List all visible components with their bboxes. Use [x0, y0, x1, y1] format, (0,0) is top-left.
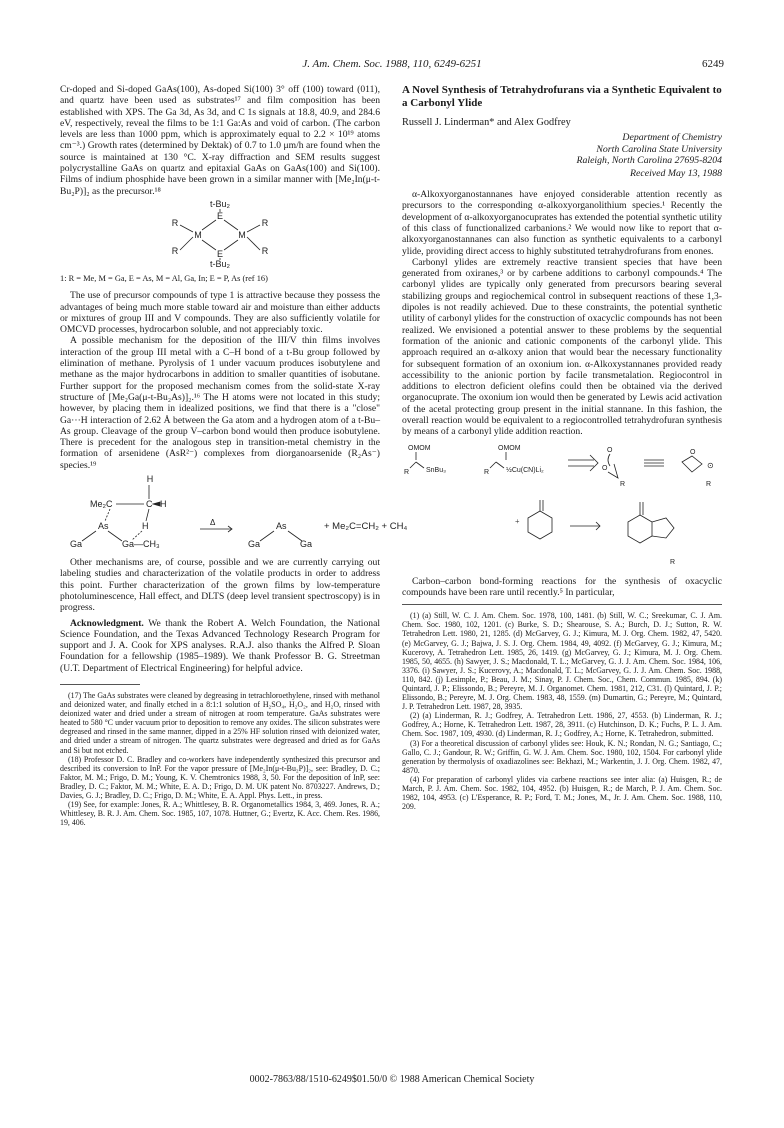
svg-text:Ga—CH₃: Ga—CH₃ — [122, 539, 160, 550]
structure-1-caption: 1: R = Me, M = Ga, E = As, M = Al, Ga, In; E = P, As (ref 16) — [60, 273, 268, 283]
affiliation-city: Raleigh, North Carolina 27695-8204 — [576, 155, 722, 167]
svg-text:Ga: Ga — [300, 539, 313, 550]
footnote-17: (17) The GaAs substrates were cleaned by degreasing in tetrachloroethylene, rinsed with methanol and deionized water, and finally etched in a 8:1:1 solution of H₂SO₄, H₂O₂, and H₂O, rinsed with deionized water and dried under a stream of nitrogen at room temperature. GaAs substrates were heated to 580 °C under vacuum prior to deposition to remove any oxides. The silicon substrates were degreased and rinsed in the same manner, dipped in a 25% HF solution rinsed with deionized water, and dried under a stream of nitrogen. The quartz substrates were degreased and dried as for GaAs and Si but not etched. — [60, 690, 380, 755]
r-label: R — [620, 480, 626, 488]
ack-label: Acknowledgment. — [70, 617, 144, 629]
tbu-top-label: t-Bu₂ — [210, 198, 230, 209]
svg-text:R: R — [670, 558, 676, 566]
received-date: Received May 13, 1988 — [630, 167, 722, 179]
references-divider — [402, 604, 722, 605]
svg-text:As: As — [276, 521, 287, 532]
mechanism-scheme — [60, 473, 408, 553]
svg-text:H: H — [160, 499, 167, 510]
structure-1-diagram — [60, 199, 380, 269]
svg-text:E: E — [216, 210, 224, 221]
svg-text:H: H — [142, 521, 149, 532]
omom-label-2: OMOM — [498, 444, 521, 452]
svg-text:O: O — [602, 464, 608, 472]
footnote-divider — [60, 684, 140, 685]
synthon-scheme — [402, 440, 722, 572]
reference-2: (2) (a) Linderman, R. J.; Godfrey, A. Tetrahedron Lett. 1986, 27, 4553. (b) Linderman, R. J.; Godfrey, A.; Horne, K. Tetrahedron Lett. 1987, 28, 3911. (c) Hutchinson, D. K.; Fuchs, P. L. J. Am. Chem. Soc. 1987, 109, 4930. (d) Linderman, R. J.; Godfrey, A.; Horne, K. Tetrahedron, submitted. — [402, 711, 722, 739]
cuprate-label: ½Cu(CN)Li₂ — [506, 466, 544, 474]
svg-text:R: R — [171, 217, 179, 228]
affiliation-university: North Carolina State University — [596, 143, 722, 155]
svg-text:Δ: Δ — [210, 518, 216, 528]
svg-text:R: R — [261, 217, 269, 228]
affiliation — [402, 132, 722, 167]
page-footer: 0002-7863/88/1510-6249$01.50/0 © 1988 American Chemical Society — [249, 1074, 535, 1085]
svg-text:Ga: Ga — [70, 539, 83, 550]
svg-text:R: R — [261, 245, 269, 256]
article-authors: Russell J. Linderman* and Alex Godfrey — [402, 117, 571, 128]
svg-text:Ga: Ga — [248, 539, 261, 550]
mechanism-diagram — [60, 473, 408, 553]
snbu3-label: SnBu₃ — [426, 466, 446, 474]
running-header — [60, 58, 724, 72]
footnote-18: (18) Professor D. C. Bradley and co-workers have independently synthesized this precursor and described its conversion to InP. For the vapor pressure of [Me₂In(μ-t-Bu₂P)]₂, see: Bradley, D. C.; Faktor, M. M.; Frigo, D. M.; Young, K. V. Chemtronics 1988, 3, 50. For the deposition of InP, see: Bradley, D. C.; Faktor, M. M.; White, E. A. D.; Frigo, D. M. UK patent No. 8703227. Andrews, D.; Davies, G. J.; Bradley, D. C.; Frigo, D. M.; White, E. A. Appl. Phys. Lett., in press. — [60, 754, 380, 801]
svg-text:R: R — [404, 468, 410, 476]
acknowledgment — [60, 618, 380, 674]
svg-text:H: H — [146, 474, 154, 485]
svg-text:R: R — [706, 480, 712, 488]
svg-text:As: As — [98, 521, 109, 532]
ack-text: We thank the Robert A. Welch Foundation, the National Science Foundation, and the Texas Advanced Technology Research Program for support and J. A. Cook for XPS analyses. R.A.J. also thanks the Alfred P. Sloan Foundation for a fellowship (1985–1989). We thank Professor B. G. Streetman (U.T. Department of Electrical Engineering) for helpful advice. — [60, 617, 380, 674]
paragraph: A possible mechanism for the deposition of the III/V thin films involves interaction of the group III metal with a C–H bond of a t-Bu group followed by elimination of methane. Pyrolysis of 1 under vacuum produces isobutylene and methane as the major hydrocarbons in addition to smaller quantities of isobutane. Further support for the proposed mechanism comes from the solid-state X-ray structure of [Me₂Ga(μ-t-Bu₂As)]₂.¹⁶ The H atoms were not located in this study; however, by placing them in idealized positions, we find that there is a "close" Ga···H interaction of 2.62 Å between the Ga atom and a hydrogen atom of a t-Bu–As group. Cleavage of the group V–carbon bond would then produce isobutylene. There is precedent for the analogous step in transition-metal chemistry in the formation of arsenidene (AsR²⁻) complexes from diorganoarsenide (R₂As⁻) species.¹⁹ — [60, 335, 380, 471]
paragraph: Carbonyl ylides are extremely reactive transient species that have been generated from oxiranes,³ or by carbene additions to carbonyl compounds.⁴ The carbonyl ylides are typically only generated from precursors bearing several stabilizing groups and regiochemical control in subsequent reactions of these 1,3-dipoles is not readily achieved. Due to these constraints, the potential synthetic utility of carbonyl ylides for the construction of oxacyclic compounds has not been realized. We envisioned a potential answer to these problems by the sequential formation of the anionic and cationic components of the carbonyl ylide. This approach required an α-alkoxy anion that would bear the necessary functionality for subsequent formation of an oxonium ion. α-Alkoxystannanes provided ready accessibility to the anionic portion by facile transmetalation. Regiocontrol in additions to electron deficient olefins could then be obtained via the derived organocuprate. The oxonium ion would then be generated by Lewis acid activation of the acetal protecting group present in the initial stannane. In this fashion, the overall reaction would be equivalent to a regiocontrolled tetrahydrofuran synthesis by means of a carbonyl ylide addition reaction. — [402, 256, 722, 438]
svg-text:+: + — [515, 516, 520, 526]
reference-4: (4) For preparation of carbonyl ylides via carbene reactions see inter alia: (a) Huisgen, R.; de March, P. J. Am. Chem. Soc. 1982, 104, 4952. (b) Huisgen, R.; de March, P. J. Am. Chem. Soc. 1982, 104, 4953. (c) L'Esperance, R. P.; Ford, T. M.; Jones, M., Jr. J. Am. Chem. Soc. 1988, 110, 209. — [402, 774, 722, 812]
svg-text:O: O — [690, 448, 696, 456]
svg-text:M: M — [194, 229, 202, 240]
journal-citation: J. Am. Chem. Soc. 1988, 110, 6249-6251 — [302, 58, 482, 70]
tbu-bottom-label: t-Bu₂ — [210, 258, 230, 269]
structure-1-figure — [60, 199, 380, 269]
svg-text:C: C — [146, 499, 153, 510]
paragraph: Carbon–carbon bond-forming reactions for the synthesis of oxacyclic compounds have been rare until recently.⁵ In particular, — [402, 575, 722, 598]
svg-text:⊙: ⊙ — [707, 460, 714, 470]
paragraph: α-Alkoxyorganostannanes have enjoyed considerable attention recently as precursors to the corresponding α-alkoxyorganolithium species.¹ Recently the development of α-alkoxyorganocuprates has extended the potential synthetic utility of this class of functionalized carbanions.² We would now like to report that α-alkoxyorganostannanes can also function as synthetic equivalents to a carbonyl ylide, providing direct access to highly substituted tetrahydrofurans from enones. — [402, 189, 722, 257]
references — [402, 611, 722, 811]
svg-text:O: O — [607, 446, 613, 454]
paragraph: Other mechanisms are, of course, possible and we are currently carrying out labeling studies and characterization of the volatile products in order to address this point. Further characterization of the grown films by low-temperature photoluminescence, Hall effect, and DLTS (deep level transient spectroscopy) is in progress. — [60, 557, 380, 614]
synthon-diagram — [402, 440, 722, 572]
reference-1: (1) (a) Still, W. C. J. Am. Chem. Soc. 1978, 100, 1481. (b) Still, W. C.; Sreekumar, C. J. Am. Chem. Soc. 1980, 102, 1201. (c) Burke, S. D.; Shearouse, S. A.; Burch, D. J.; Sutton, R. W. Tetrahedron Lett. 1980, 21, 1285. (d) McGarvey, G. J.; Kimura, M. J. Org. Chem. 1982, 47, 5420. (e) McGarvey, G. J.; Bajwa, J. S. J. Org. Chem. 1984, 49, 4092. (f) McGarvey, G. J.; Kimura, M.; Kucerovy, A. Tetrahedron Lett. 1985, 26, 1419. (g) McGarvey, G. J.; Kimura, M. J. Org. Chem. 1985, 50, 4655. (h) Sawyer, J. S.; Macdonald, T. L.; McGarvey, G. J. J. Am. Chem. Soc. 1984, 106, 3376. (i) Sawyer, J. S.; Kucerovy, A.; Macdonald, T. L.; McGarvey, G. J. J. Am. Chem. Soc. 1988, 110, 842. (j) Lesimple, P.; Beau, J. M.; Sinay, P. J. Chem. Soc., Chem. Commun. 1985, 894. (k) Quintard, J. P.; Elissondo, B.; Pereyre, M. J. Organomet. Chem. 1981, 212, C31. (l) Quintard, J. P.; Elissondo, B.; Pereyre, M. J. Org. Chem. 1983, 48, 1559. (m) Dumartin, G.; Pereyre, M.; Quintard, J. P. Tetrahedron Lett. 1987, 28, 3935. — [402, 611, 722, 712]
svg-text:Me₂C: Me₂C — [90, 499, 113, 510]
scheme-products: + Me₂C=CH₂ + CH₄ — [324, 521, 408, 533]
svg-text:M: M — [238, 229, 246, 240]
footnotes — [60, 691, 380, 827]
page-number: 6249 — [702, 58, 724, 70]
omom-label: OMOM — [408, 444, 431, 452]
footnote-19: (19) See, for example: Jones, R. A.; Whittlesey, B. R. Organometallics 1984, 3, 469. Jones, R. A.; Whittlesey, B. R. J. Am. Chem. Soc. 1985, 107, 1078. Huttner, G.; Evertz, K. Acc. Chem. Res. 1986, 19, 406. — [60, 800, 380, 828]
paragraph: Cr-doped and Si-doped GaAs(100), As-doped Si(100) 3° off (100) toward (011), and quartz have been used as substrates¹⁷ and film composition has been established with XPS. The Ga 3d, As 3d, and C 1s signals at 18.8, 40.9, and 284.6 eV, respectively, reveal the films to be 1:1 Ga:As and void of carbon. (The carbon levels are less than 1000 ppm, which is approximately equal to 2.2 × 10¹⁹ atoms cm⁻³.) Growth rates (determined by Dektak) of 0.7 to 1.0 μm/h are found when the source is maintained at 130 °C. X-ray diffraction and SEM results suggest polycrystalline GaAs on quartz and epitaxial GaAs on GaAs(100) and Si(100). Films of indium phosphide have been grown in a similar manner with [Me₂In(μ-t-Bu₂P)]₂ as the precursor.¹⁸ — [60, 84, 380, 197]
left-column — [60, 84, 408, 828]
affiliation-dept: Department of Chemistry — [622, 132, 722, 144]
paragraph: The use of precursor compounds of type 1 is attractive because they possess the advantages of being much more stable toward air and moisture than either adducts or mixtures of group III and V compounds. They are also sufficiently volatile for OMCVD processes, hydrocarbon soluble, and not appreciably toxic. — [60, 290, 380, 336]
svg-text:E: E — [216, 248, 224, 259]
article-title: A Novel Synthesis of Tetrahydrofurans via a Synthetic Equivalent to a Carbonyl Ylide — [402, 84, 722, 109]
reference-3: (3) For a theoretical discussion of carbonyl ylides see: Houk, K. N.; Rondan, N. G.; Santiago, C.; Gallo, C. J.; Gandour, R. W.; Griffin, G. W. J. Am. Chem. Soc. 1980, 102, 1504. For carbonyl ylide generation by thermolysis of oxadiazolines see: Bekhazi, M.; Warkentin, J. J. Org. Chem. 1982, 47, 4870. — [402, 738, 722, 775]
svg-text:R: R — [171, 245, 179, 256]
right-column — [402, 84, 722, 811]
svg-text:R: R — [484, 468, 490, 476]
